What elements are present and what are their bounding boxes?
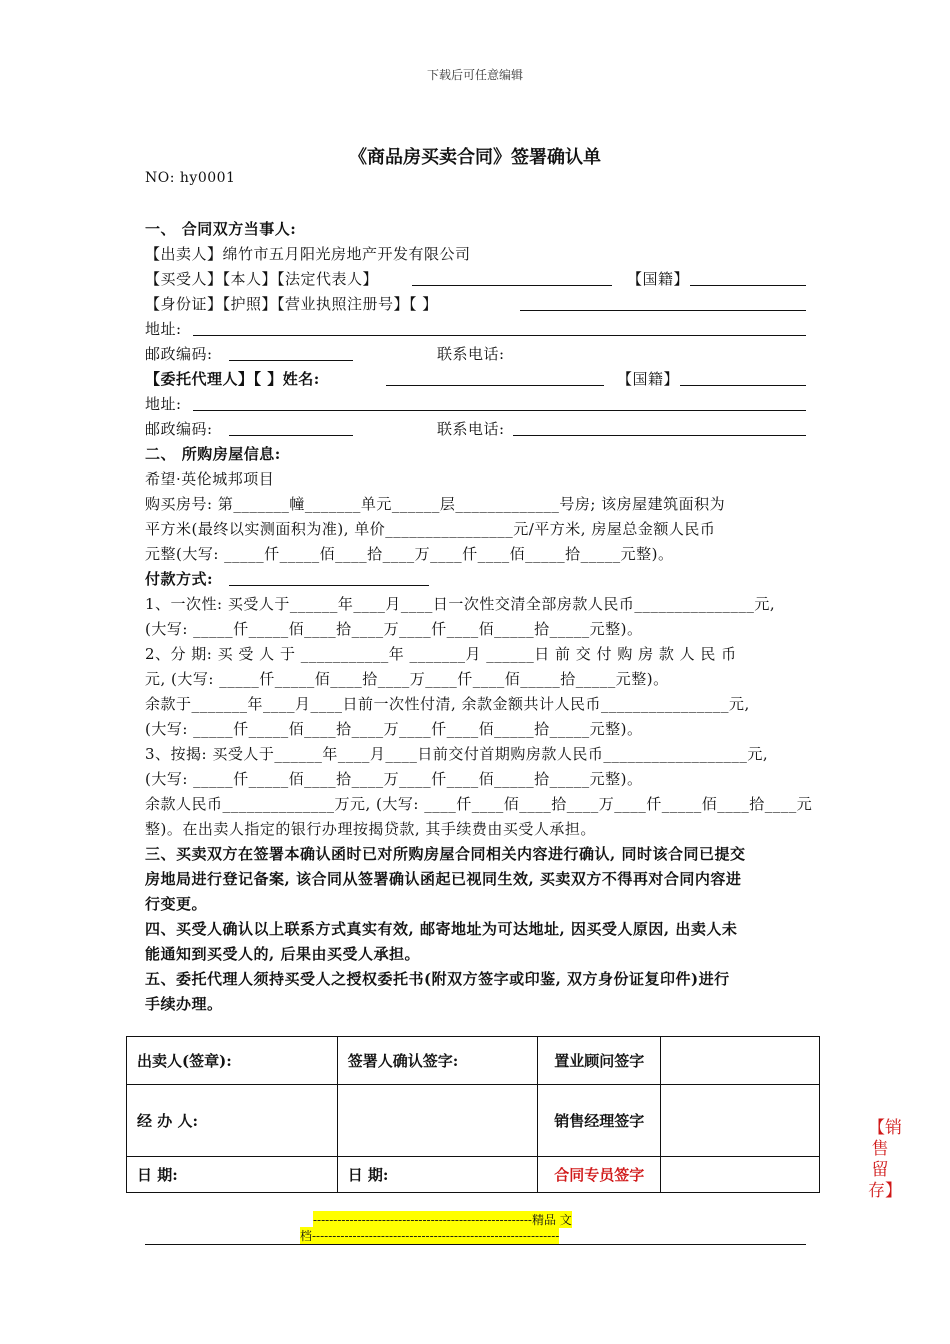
sales-consultant-signature[interactable] bbox=[661, 1037, 820, 1085]
address-field[interactable] bbox=[193, 334, 806, 336]
handler-label: 经 办 人: bbox=[127, 1085, 338, 1157]
agent-nationality-field[interactable] bbox=[680, 384, 806, 386]
section-5-line-1: 五、委托代理人须持买受人之授权委托书(附双方签字或印鉴, 双方身份证复印件)进行 bbox=[145, 970, 730, 988]
section-3-line-3: 行变更。 bbox=[145, 895, 208, 913]
agent-postcode-field[interactable] bbox=[229, 434, 353, 436]
nationality-label: 【国籍】 bbox=[627, 270, 690, 288]
pay-mortgage-line-3: 余款人民币______________万元, (大写: ____仟____佰____拾____万____仟_____佰____拾____元 bbox=[145, 795, 813, 813]
agent-postcode-label: 邮政编码: bbox=[145, 420, 213, 438]
section-1-heading: 一、 合同双方当事人: bbox=[145, 220, 297, 238]
seller-seal-label: 出卖人(签章): bbox=[127, 1037, 338, 1085]
pay-installment-line-4: (大写: _____仟_____佰____拾____万____仟____佰_____拾_____元整)。 bbox=[145, 720, 643, 738]
section-3-line-1: 三、买卖双方在签署本确认函时已对所购房屋合同相关内容进行确认, 同时该合同已提交 bbox=[145, 845, 746, 863]
date-label-left: 日 期: bbox=[127, 1157, 338, 1193]
signature-table bbox=[126, 1036, 820, 1193]
document-title: 《商品房买卖合同》签署确认单 bbox=[349, 147, 601, 168]
id-type-label: 【身份证】【护照】【营业执照注册号】【 】 bbox=[145, 295, 438, 313]
agent-phone-field[interactable] bbox=[513, 434, 806, 436]
signer-signature-area[interactable] bbox=[337, 1085, 538, 1157]
agent-label: 【委托代理人】【 】姓名: bbox=[145, 370, 320, 388]
section-3-line-2: 房地局进行登记备案, 该合同从签署确认函起已视同生效, 买卖双方不得再对合同内容进 bbox=[145, 870, 742, 888]
nationality-field[interactable] bbox=[690, 284, 806, 286]
payment-mode-label: 付款方式: bbox=[145, 570, 214, 588]
section-4-line-2: 能通知到买受人的, 后果由买受人承担。 bbox=[145, 945, 420, 963]
pay-installment-line-3: 余款于_______年____月____日前一次性付清, 余款金额共计人民币________________元, bbox=[145, 695, 750, 713]
house-line-2: 平方米(最终以实测面积为准), 单价________________元/平方米, 房屋总金额人民币 bbox=[145, 520, 716, 538]
postcode-label: 邮政编码: bbox=[145, 345, 213, 363]
address-label: 地址: bbox=[145, 320, 182, 338]
contract-specialist-signature[interactable] bbox=[661, 1157, 820, 1193]
date-label-right: 日 期: bbox=[337, 1157, 538, 1193]
sales-retained-stamp: 【销售留存】 bbox=[868, 1118, 902, 1201]
agent-address-label: 地址: bbox=[145, 395, 182, 413]
footer-line-1: ------------------------------------------------------精品 文 bbox=[313, 1213, 572, 1227]
section-5-line-2: 手续办理。 bbox=[145, 995, 223, 1013]
phone-label: 联系电话: bbox=[437, 345, 505, 363]
section-2-heading: 二、 所购房屋信息: bbox=[145, 445, 281, 463]
sales-consultant-label: 置业顾问签字 bbox=[538, 1037, 661, 1085]
project-name: 希望·英伦城邦项目 bbox=[145, 470, 275, 488]
pay-lump-line-2: (大写: _____仟_____佰____拾____万____仟____佰_____拾_____元整)。 bbox=[145, 620, 643, 638]
footer-line-2: 档------------------------------------------------------------- bbox=[300, 1229, 560, 1243]
agent-phone-label: 联系电话: bbox=[437, 420, 505, 438]
bottom-rule bbox=[145, 1244, 806, 1245]
document-number: NO: hy0001 bbox=[145, 170, 236, 186]
pay-mortgage-line-1: 3、按揭: 买受人于______年____月____日前交付首期购房款人民币__________________元, bbox=[145, 745, 769, 763]
pay-mortgage-line-4: 整)。在出卖人指定的银行办理按揭贷款, 其手续费由买受人承担。 bbox=[145, 820, 596, 838]
id-number-field[interactable] bbox=[520, 309, 806, 311]
agent-nationality-label: 【国籍】 bbox=[617, 370, 680, 388]
pay-mortgage-line-2: (大写: _____仟_____佰____拾____万____仟____佰_____拾_____元整)。 bbox=[145, 770, 643, 788]
house-line-1: 购买房号: 第_______幢_______单元______层_____________号房; 该房屋建筑面积为 bbox=[145, 495, 726, 513]
seller-line: 【出卖人】绵竹市五月阳光房地产开发有限公司 bbox=[145, 245, 471, 263]
section-4-line-1: 四、买受人确认以上联系方式真实有效, 邮寄地址为可达地址, 因买受人原因, 出卖人未 bbox=[145, 920, 738, 938]
pay-installment-line-1: 2、分 期: 买 受 人 于 ___________年 _______月 ______日 前 交 付 购 房 款 人 民 币 bbox=[145, 645, 737, 663]
sales-manager-signature[interactable] bbox=[661, 1085, 820, 1157]
sales-manager-label: 销售经理签字 bbox=[538, 1085, 661, 1157]
buyer-label: 【买受人】【本人】【法定代表人】 bbox=[145, 270, 379, 288]
buyer-name-field[interactable] bbox=[412, 284, 612, 286]
payment-mode-field[interactable] bbox=[229, 584, 429, 586]
signer-confirm-label: 签署人确认签字: bbox=[337, 1037, 538, 1085]
pay-installment-line-2: 元, (大写: _____仟_____佰____拾____万____仟____佰_____拾_____元整)。 bbox=[145, 670, 669, 688]
contract-specialist-label: 合同专员签字 bbox=[538, 1157, 661, 1193]
postcode-field[interactable] bbox=[229, 359, 353, 361]
agent-name-field[interactable] bbox=[386, 384, 604, 386]
header-note: 下载后可任意编辑 bbox=[426, 68, 523, 82]
house-line-3: 元整(大写: _____仟_____佰____拾____万____仟____佰_____拾_____元整)。 bbox=[145, 545, 674, 563]
agent-address-field[interactable] bbox=[193, 409, 806, 411]
pay-lump-line-1: 1、一次性: 买受人于______年____月____日一次性交清全部房款人民币_______________元, bbox=[145, 595, 776, 613]
